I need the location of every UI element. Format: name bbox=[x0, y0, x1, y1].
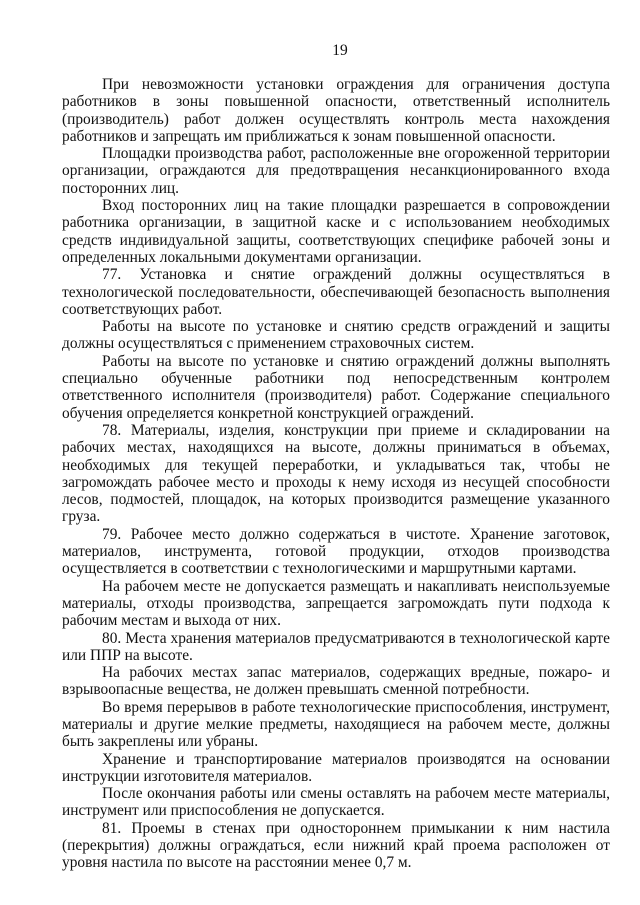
paragraph-78: 78. Материалы, изделия, конструкции при приеме и складировании на рабочих местах, находящихся на высоте, должны приниматься в объемах, необходимых для текущей переработки, и укладываться так, чтобы не загромождать рабочее место и проходы к нему исходя из несущей способности лесов, подмостей, площадок, на которых производится размещение указанного груза. bbox=[62, 421, 610, 526]
paragraph: На рабочих местах запас материалов, содержащих вредные, пожаро- и взрывоопасные вещества, не должен превышать сменной потребности. bbox=[62, 664, 610, 699]
page-number: 19 bbox=[332, 42, 348, 59]
paragraph: Вход посторонних лиц на такие площадки разрешается в сопровождении работника организации, в защитной каске и с использованием необходимых средств индивидуальной защиты, соответствующих специфике рабочей зоны и определенных локальными документами организации. bbox=[62, 197, 610, 266]
paragraph: Хранение и транспортирование материалов производятся на основании инструкции изготовителя материалов. bbox=[62, 750, 610, 785]
paragraph-77: 77. Установка и снятие ограждений должны осуществляться в технологической последовательности, обеспечивающей безопасность выполнения соответствующих работ. bbox=[62, 266, 610, 318]
paragraph: На рабочем месте не допускается размещать и накапливать неиспользуемые материалы, отходы производства, запрещается загромождать пути подхода к рабочим местам и выхода от них. bbox=[62, 577, 610, 630]
paragraph: После окончания работы или смены оставлять на рабочем месте материалы, инструмент или приспособления не допускается. bbox=[62, 785, 610, 820]
paragraph-81: 81. Проемы в стенах при одностороннем примыкании к ним настила (перекрытия) должны ограждаться, если нижний край проема расположен от уровня настила по высоте на расстоянии менее 0,7 м. bbox=[62, 819, 610, 872]
paragraph: При невозможности установки ограждения для ограничения доступа работников в зоны повышенной опасности, ответственный исполнитель (производитель) работ должен осуществлять контроль места нахождения работников и запрещать им приближаться к зонам повышенной опасности. bbox=[62, 76, 610, 145]
paragraph: Работы на высоте по установке и снятию средств ограждений и защиты должны осуществляться с применением страховочных систем. bbox=[62, 318, 610, 353]
paragraph-79: 79. Рабочее место должно содержаться в чистоте. Хранение заготовок, материалов, инструмента, готовой продукции, отходов производства осуществляется в соответствии с технологическими и маршрутными картами. bbox=[62, 525, 610, 578]
paragraph-80: 80. Места хранения материалов предусматриваются в технологической карте или ППР на высоте. bbox=[62, 629, 610, 664]
paragraph: Работы на высоте по установке и снятию ограждений должны выполнять специально обученные работники под непосредственным контролем ответственного исполнителя (производителя) работ. Содержание специального обучения определяется конкретной конструкцией ограждений. bbox=[62, 352, 610, 422]
paragraph: Во время перерывов в работе технологические приспособления, инструмент, материалы и другие мелкие предметы, находящиеся на рабочем месте, должны быть закреплены или убраны. bbox=[62, 698, 610, 751]
document-body bbox=[62, 76, 610, 872]
paragraph: Площадки производства работ, расположенные вне огороженной территории организации, ограждаются для предотвращения несанкционированного входа посторонних лиц. bbox=[62, 145, 610, 197]
